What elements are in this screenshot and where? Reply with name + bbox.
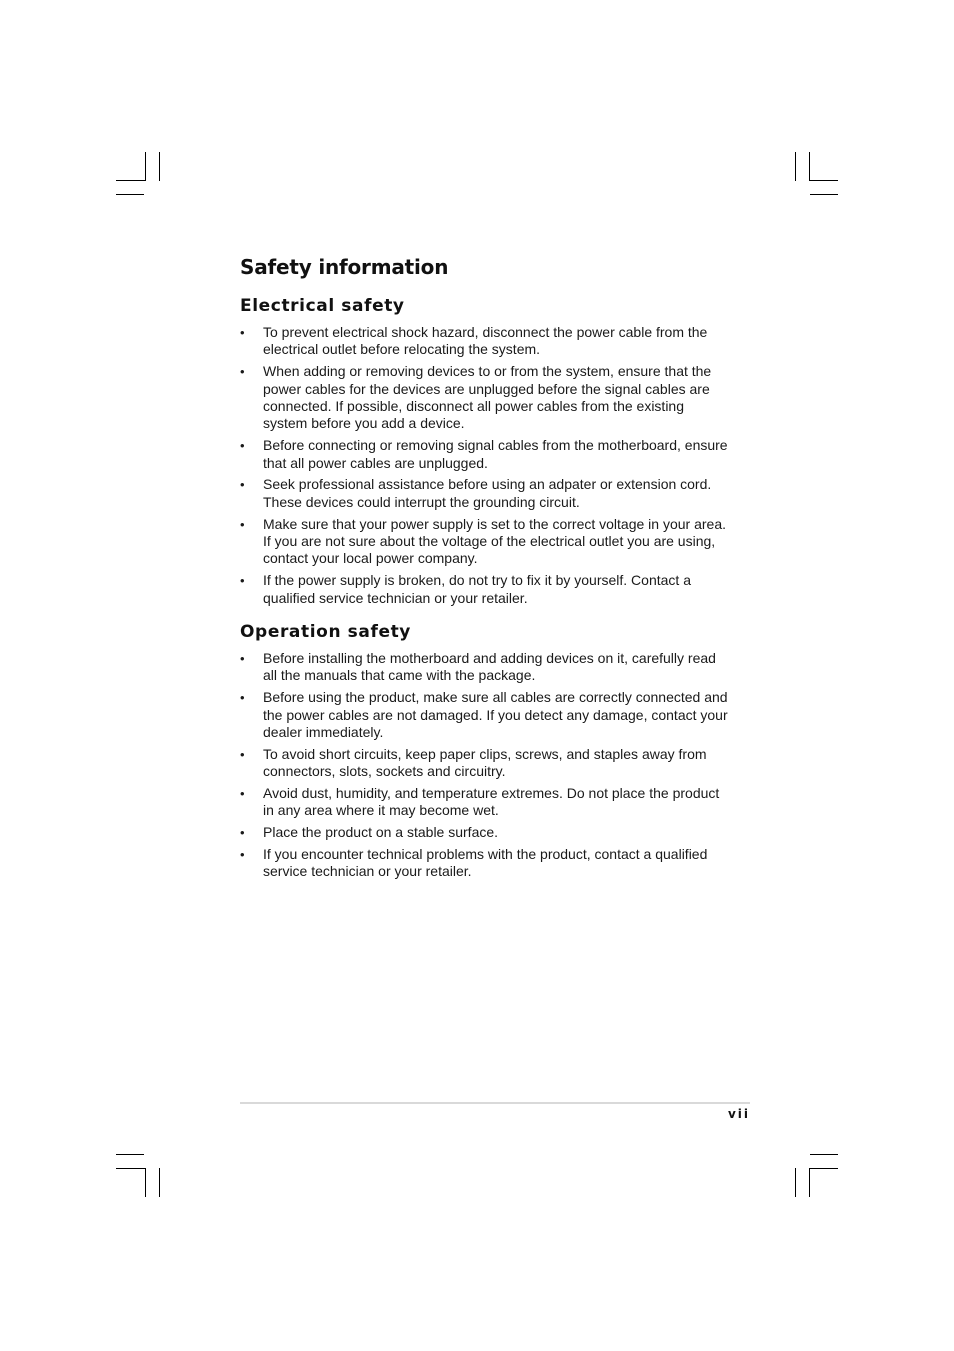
electrical-safety-list [240,324,730,607]
crop-mark [116,1168,146,1169]
crop-mark [810,194,838,195]
page-title: Safety information [240,255,449,279]
electrical-safety-heading: Electrical safety [240,296,405,316]
footer-divider [240,1102,750,1104]
crop-mark [809,180,838,181]
list-item: • Place the product on a stable surface. [240,824,730,841]
crop-mark [809,152,810,181]
operation-safety-heading: Operation safety [240,622,411,643]
crop-mark [795,1168,796,1197]
crop-mark [116,180,146,181]
crop-mark [159,1168,160,1197]
crop-mark [145,152,146,181]
list-item: • To avoid short circuits, keep paper clips, screws, and staples away from connectors, slots, sockets and circuitry. [240,746,730,781]
crop-mark [116,194,144,195]
crop-mark [145,1168,146,1197]
operation-safety-list [240,650,730,881]
crop-mark [809,1168,810,1197]
crop-mark [810,1154,838,1155]
list-item: • If you encounter technical problems with the product, contact a qualified service technician or your retailer. [240,846,730,881]
list-item: • Before installing the motherboard and adding devices on it, carefully read all the manuals that came with the package. [240,650,730,685]
list-item: • Make sure that your power supply is set to the correct voltage in your area. If you are not sure about the voltage of the electrical outlet you are using, contact your local power company. [240,516,730,568]
crop-mark [795,152,796,181]
list-item: • Avoid dust, humidity, and temperature extremes. Do not place the product in any area where it may become wet. [240,785,730,820]
crop-mark [159,152,160,181]
list-item: • Seek professional assistance before using an adpater or extension cord. These devices could interrupt the grounding circuit. [240,476,730,511]
list-item: • Before using the product, make sure all cables are correctly connected and the power cables are not damaged. If you detect any damage, contact your dealer immediately. [240,689,730,741]
list-item: • Before connecting or removing signal cables from the motherboard, ensure that all power cables are unplugged. [240,437,730,472]
list-item: • To prevent electrical shock hazard, disconnect the power cable from the electrical outlet before relocating the system. [240,324,730,359]
list-item: • When adding or removing devices to or from the system, ensure that the power cables for the devices are unplugged before the signal cables are connected. If possible, disconnect all power cables from the existing system before you add a device. [240,363,730,433]
crop-mark [809,1168,838,1169]
page-number: vii [727,1107,750,1121]
crop-mark [116,1154,144,1155]
list-item: • If the power supply is broken, do not try to fix it by yourself. Contact a qualified service technician or your retailer. [240,572,730,607]
page-content [240,252,730,885]
